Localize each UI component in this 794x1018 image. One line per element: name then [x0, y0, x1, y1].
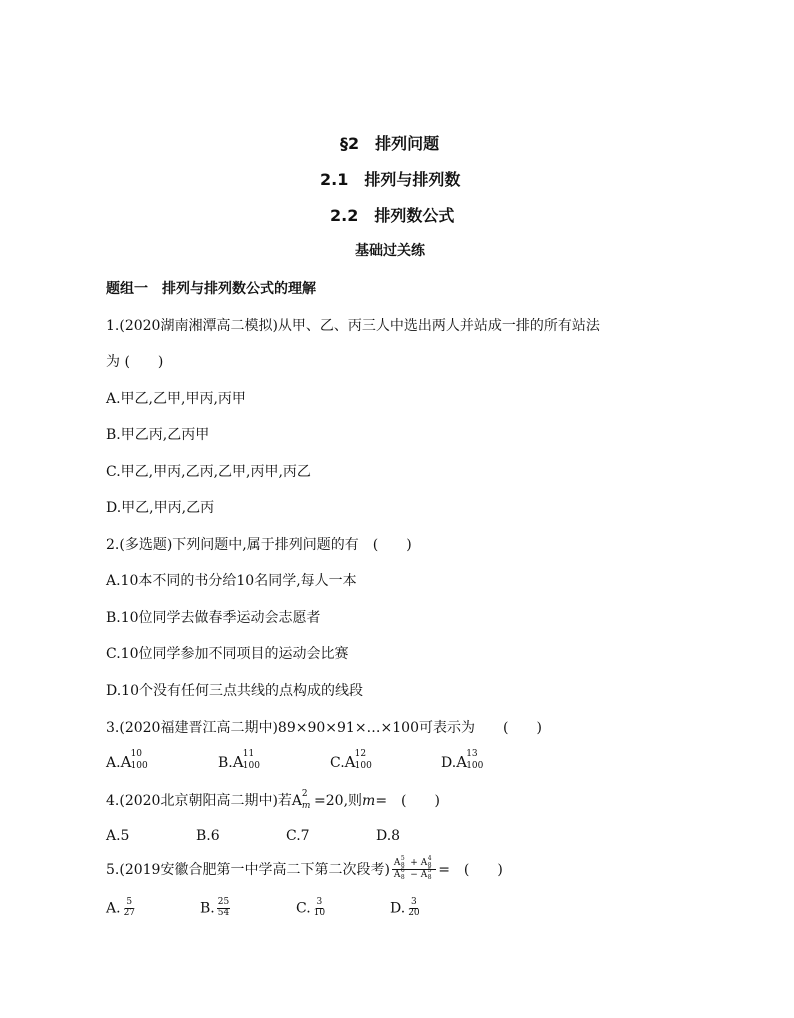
- q3-option-b: [218, 749, 264, 771]
- q1-stem-line1: 1.(2020湖南湘潭高二模拟)从甲、乙、丙三人中选出两人并站成一排的所有站法: [106, 318, 600, 334]
- q5-fraction: [392, 855, 436, 882]
- q5-option-c-label: C.: [296, 900, 311, 917]
- q2-option-a: A.10本不同的书分给10名同学,每人一本: [106, 573, 357, 589]
- q5-option-a-num: 5: [126, 897, 133, 907]
- q4-symbol: A: [291, 793, 303, 809]
- q5-option-c-den: 10: [313, 907, 326, 918]
- q2-stem: 2.(多选题)下列问题中,属于排列问题的有 ( ): [106, 537, 412, 553]
- q3-option-c-label: C.: [330, 755, 345, 771]
- q2-option-c: C.10位同学参加不同项目的运动会比赛: [106, 646, 349, 662]
- q3-option-d-label: D.: [441, 755, 457, 771]
- q5-den-t1-sup: 6: [400, 867, 405, 875]
- q2-option-b: B.10位同学去做春季运动会志愿者: [106, 610, 321, 626]
- q3-option-d: [441, 749, 487, 771]
- q5-num-t2-sup: 4: [427, 855, 432, 862]
- q4-option-c: C.7: [286, 828, 310, 844]
- q4-option-d: D.8: [376, 828, 401, 844]
- q5-num-t2-sub: 8: [427, 862, 432, 869]
- subsection-title-2-1: 2.1 排列与排列数: [320, 170, 461, 189]
- q4-stem: [106, 790, 440, 810]
- section-title: §2 排列问题: [340, 134, 440, 153]
- q5-option-c-num: 3: [316, 897, 323, 907]
- q4-suffix: =20,则: [314, 793, 363, 809]
- q5-option-d: [390, 898, 421, 919]
- practice-heading: 基础过关练: [355, 243, 425, 259]
- q5-num-op: +: [407, 858, 421, 868]
- q4-sup: 2: [301, 789, 308, 799]
- q5-den-t2-sub: 8: [427, 874, 432, 882]
- q4-var: m: [362, 793, 376, 809]
- q5-suffix: = ( ): [438, 861, 503, 878]
- q5-den-t1: A: [393, 870, 401, 881]
- q5-num-t1-sub: 8: [400, 862, 405, 869]
- q5-option-b-label: B.: [200, 900, 215, 917]
- q1-option-b: B.甲乙丙,乙丙甲: [106, 427, 210, 443]
- q3-option-b-symbol: A: [232, 753, 244, 771]
- q3-option-d-sup: 13: [466, 749, 478, 759]
- q5-option-d-num: 3: [411, 897, 417, 907]
- q1-stem-line2: 为 ( ): [106, 354, 164, 370]
- q5-num-t2: A: [420, 858, 428, 868]
- q5-option-b-den: 54: [217, 907, 230, 918]
- q3-option-c-sub: 100: [354, 761, 372, 771]
- q5-option-d-den: 20: [408, 907, 420, 918]
- q5-stem: [106, 855, 503, 882]
- q3-option-c: [330, 749, 376, 771]
- q4-eq: = ( ): [375, 793, 440, 809]
- q3-option-b-sub: 100: [242, 761, 260, 771]
- q1-option-c: C.甲乙,甲丙,乙丙,乙甲,丙甲,丙乙: [106, 464, 311, 480]
- q3-option-c-symbol: A: [344, 753, 356, 771]
- q3-option-d-sub: 100: [466, 761, 484, 771]
- q5-den-op: −: [407, 870, 421, 881]
- group-title: 题组一 排列与排列数公式的理解: [106, 281, 316, 297]
- q5-den-t1-sub: 8: [400, 874, 405, 882]
- q3-option-d-symbol: A: [456, 753, 468, 771]
- q5-option-b: [200, 898, 230, 919]
- q5-den-t2-sup: 5: [427, 867, 432, 875]
- q3-option-a-sub: 100: [130, 761, 148, 771]
- q5-den-t2: A: [420, 870, 428, 881]
- q5-num-t1-sup: 5: [400, 855, 405, 862]
- q5-denominator: [393, 867, 434, 882]
- subsection-title-2-2: 2.2 排列数公式: [330, 206, 455, 225]
- q5-option-a: [106, 898, 136, 919]
- q3-option-a-label: A.: [106, 755, 121, 771]
- q3-stem: 3.(2020福建晋江高二期中)89×90×91×…×100可表示为 ( ): [106, 720, 542, 736]
- q3-option-b-sup: 11: [242, 749, 255, 759]
- q5-option-b-num: 25: [217, 897, 230, 907]
- q3-option-b-label: B.: [218, 755, 233, 771]
- q2-option-d: D.10个没有任何三点共线的点构成的线段: [106, 683, 363, 699]
- q1-option-a: A.甲乙,乙甲,甲丙,丙甲: [106, 391, 246, 407]
- q3-option-a-symbol: A: [120, 753, 132, 771]
- q4-option-b: B.6: [196, 828, 220, 844]
- q3-option-a-sup: 10: [130, 749, 143, 759]
- q5-option-a-label: A.: [106, 900, 121, 917]
- q3-option-c-sup: 12: [354, 749, 367, 759]
- q5-option-d-label: D.: [390, 900, 406, 917]
- q5-prefix: 5.(2019安徽合肥第一中学高二下第二次段考): [106, 861, 390, 878]
- q4-prefix: 4.(2020北京朝阳高二期中)若: [106, 793, 292, 809]
- q5-num-t1: A: [393, 858, 401, 868]
- q5-option-c: [296, 898, 326, 919]
- q4-sub: m: [301, 801, 311, 811]
- q1-option-d: D.甲乙,甲丙,乙丙: [106, 500, 215, 516]
- q5-option-a-den: 27: [123, 907, 136, 918]
- q4-option-a: A.5: [106, 828, 130, 844]
- q3-option-a: [106, 749, 151, 771]
